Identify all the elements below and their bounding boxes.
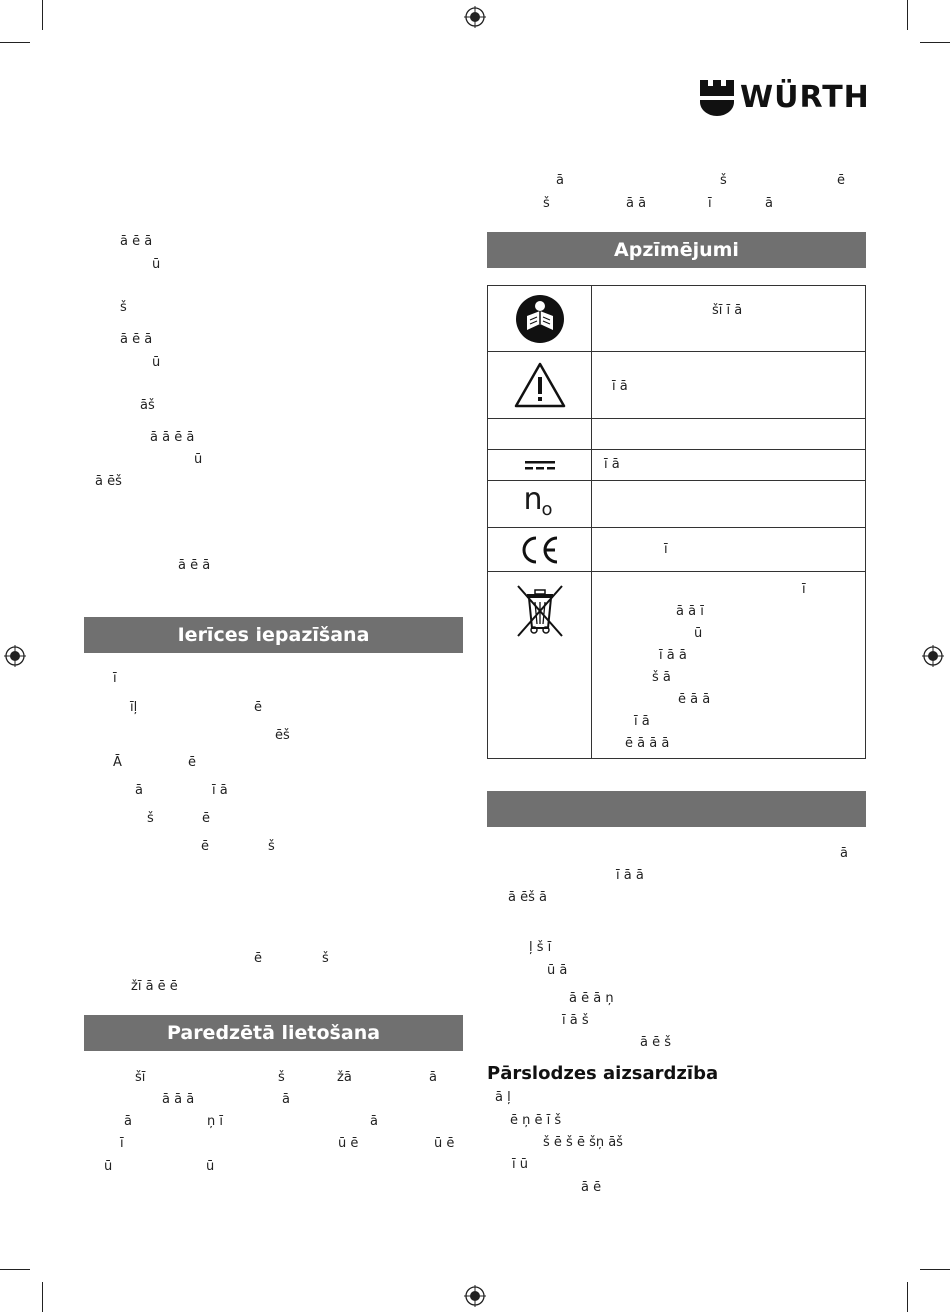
text-fragment: ā ē ā (178, 558, 211, 573)
text-fragment: ū (152, 257, 161, 272)
text-fragment: ū (104, 1159, 113, 1174)
section-header-apzimejumi: Apzīmējumi (487, 232, 866, 268)
text-fragment: ī (708, 196, 712, 211)
text-fragment: ā ēš ā (508, 890, 547, 905)
text-fragment: ī (802, 582, 806, 597)
wurth-logo (700, 80, 868, 116)
text-fragment: ā (556, 173, 564, 188)
registration-mark-icon (4, 645, 26, 667)
text-fragment: ē ņ ē ī š (510, 1113, 562, 1128)
text-fragment: ū ē (434, 1136, 455, 1151)
text-fragment: ē (254, 700, 262, 715)
table-icon-cell (488, 528, 592, 571)
text-fragment: ī ā ā (616, 868, 644, 883)
text-fragment: š (147, 811, 154, 826)
text-fragment: ā ēš (95, 474, 122, 489)
table-row (488, 450, 865, 481)
crop-mark (920, 1269, 950, 1270)
table-text-cell (592, 286, 865, 351)
text-fragment: ā (840, 846, 848, 861)
weee-bin-icon (515, 582, 565, 638)
text-fragment: šī ī ā (712, 303, 743, 318)
registration-mark-icon (464, 1285, 486, 1307)
text-fragment: ā ē (581, 1180, 602, 1195)
text-fragment: ē ā ā (678, 692, 711, 707)
text-fragment: š (278, 1070, 285, 1085)
text-fragment: ņ ī (207, 1114, 223, 1129)
crop-mark (42, 0, 43, 30)
text-fragment: ā ā ē ā (150, 430, 195, 445)
text-fragment: ī ā (604, 457, 620, 472)
text-fragment: ā (765, 196, 773, 211)
wurth-emblem-icon (700, 80, 734, 116)
text-fragment: ī ā (212, 783, 228, 798)
text-fragment: ī ā (634, 714, 650, 729)
crop-mark (42, 1282, 43, 1312)
table-icon-cell (488, 481, 592, 527)
text-fragment: ā ā (626, 196, 647, 211)
table-icon-cell (488, 419, 592, 449)
table-row (488, 481, 865, 528)
section-header-ierices: Ierīces iepazīšana (84, 617, 463, 653)
text-fragment: š (268, 839, 275, 854)
text-fragment: ū (206, 1159, 215, 1174)
text-fragment: ā (282, 1092, 290, 1107)
text-fragment: ā ā ī (676, 604, 704, 619)
text-fragment: ā ē š (640, 1035, 672, 1050)
direct-current-icon (525, 459, 555, 471)
text-fragment: ū ā (547, 963, 568, 978)
text-fragment: ī (664, 542, 668, 557)
table-text-cell (592, 352, 865, 418)
no-load-speed-n: n (523, 482, 543, 517)
subheading-parslodzes: Pārslodzes aizsardzība (487, 1063, 719, 1084)
warning-triangle-icon (514, 361, 566, 409)
ce-mark-icon (519, 535, 561, 565)
table-icon-cell (488, 572, 592, 758)
text-fragment: ē (202, 811, 210, 826)
crop-mark (0, 42, 30, 43)
text-fragment: ī ā ā (659, 648, 687, 663)
table-row (488, 419, 865, 450)
no-load-speed-subscript: o (541, 499, 553, 520)
wurth-wordmark: WÜRTH (740, 80, 870, 115)
crop-mark (0, 1269, 30, 1270)
text-fragment: ī (113, 671, 117, 686)
text-fragment: ī ā (612, 379, 628, 394)
text-fragment: ē (254, 951, 262, 966)
text-fragment: ā ē ā (120, 234, 153, 249)
text-fragment: šī (135, 1070, 146, 1085)
text-fragment: š (543, 196, 550, 211)
text-fragment: īļ (130, 700, 138, 715)
crop-mark (920, 42, 950, 43)
text-fragment: ī ū (512, 1157, 528, 1172)
text-fragment: āš (140, 398, 155, 413)
no-load-speed-icon (523, 482, 556, 521)
text-fragment: ļ š ī (529, 940, 552, 955)
crop-mark (907, 1282, 908, 1312)
table-icon-cell (488, 352, 592, 418)
table-row (488, 528, 865, 572)
text-fragment: žā (337, 1070, 352, 1085)
table-row (488, 352, 865, 419)
read-manual-icon (515, 294, 565, 344)
text-fragment: ā ā ā (162, 1092, 195, 1107)
table-text-cell (592, 481, 865, 527)
text-fragment: š (120, 300, 127, 315)
table-icon-cell (488, 286, 592, 351)
text-fragment: š (322, 951, 329, 966)
table-text-cell (592, 419, 865, 449)
text-fragment: ā ē ā (120, 332, 153, 347)
text-fragment: ā ē ā ņ (569, 991, 614, 1006)
text-fragment: ī (120, 1136, 124, 1151)
text-fragment: ū (152, 355, 161, 370)
text-fragment: ēš (275, 728, 290, 743)
section-header-blank (487, 791, 866, 827)
section-header-paredzeta: Paredzētā lietošana (84, 1015, 463, 1051)
text-fragment: ā (370, 1114, 378, 1129)
text-fragment: ā (124, 1114, 132, 1129)
text-fragment: ū ē (338, 1136, 359, 1151)
text-fragment: ē (188, 755, 196, 770)
text-fragment: ē ā ā ā (625, 736, 670, 751)
text-fragment: Ā (113, 755, 122, 770)
table-text-cell (592, 450, 865, 480)
text-fragment: ū (694, 626, 703, 641)
text-fragment: ī ā š (562, 1013, 589, 1028)
text-fragment: š ē š ē šņ āš (543, 1135, 623, 1150)
text-fragment: žī ā ē ē (131, 979, 178, 994)
table-row (488, 286, 865, 352)
crop-mark (907, 0, 908, 30)
table-text-cell (592, 528, 865, 571)
table-icon-cell (488, 450, 592, 480)
text-fragment: ē (201, 839, 209, 854)
text-fragment: ā (135, 783, 143, 798)
text-fragment: ā ļ (495, 1090, 511, 1105)
symbols-table (487, 285, 866, 759)
text-fragment: š ā (652, 670, 671, 685)
table-row (488, 572, 865, 758)
table-text-cell (592, 572, 865, 758)
text-fragment: ū (194, 452, 203, 467)
registration-mark-icon (922, 645, 944, 667)
text-fragment: ē (837, 173, 845, 188)
registration-mark-icon (464, 6, 486, 28)
text-fragment: ā (429, 1070, 437, 1085)
text-fragment: š (720, 173, 727, 188)
